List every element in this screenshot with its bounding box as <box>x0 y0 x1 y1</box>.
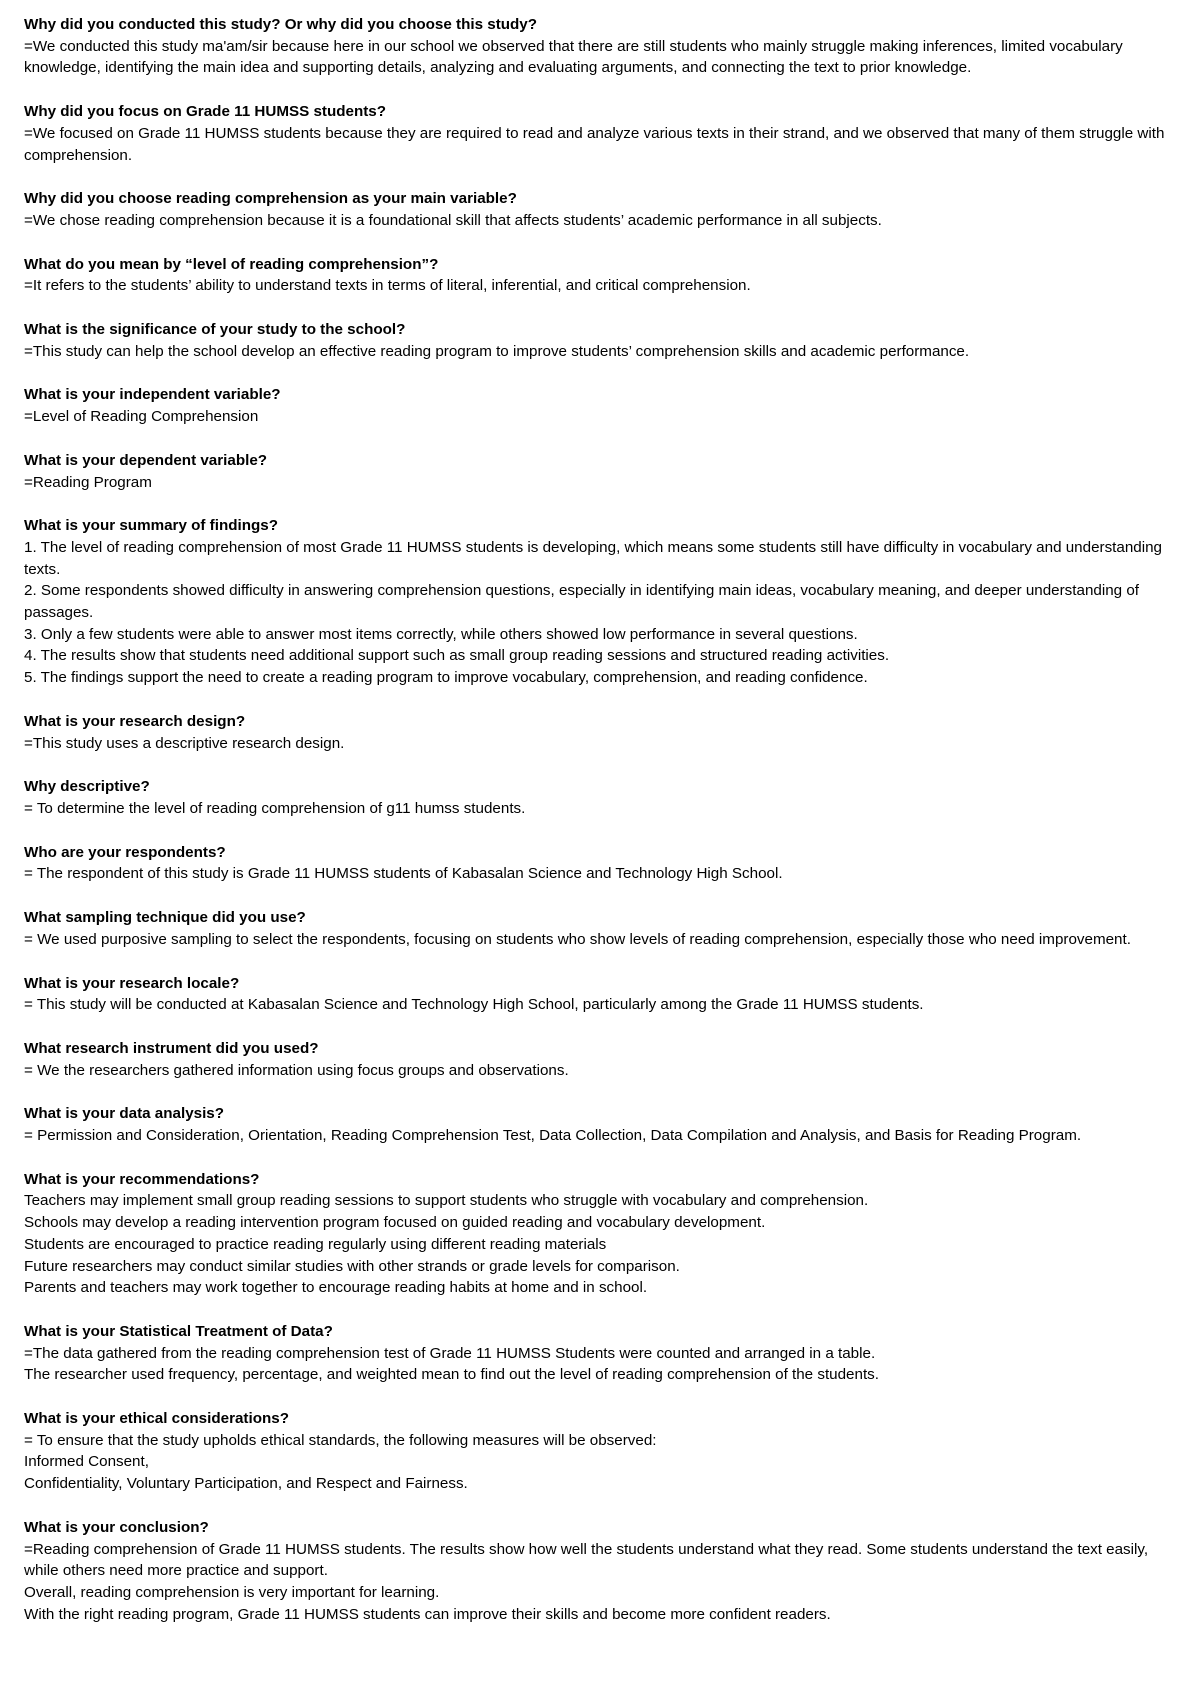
answer-line: = To determine the level of reading comprehension of g11 humss students. <box>24 799 526 817</box>
question-heading: Why did you focus on Grade 11 HUMSS students? <box>24 103 387 121</box>
qa-block <box>24 1517 1186 1626</box>
answer-line: = We the researchers gathered information using focus groups and observations. <box>24 1061 569 1079</box>
answer-line: 3. Only a few students were able to answer most items correctly, while others showed low performance in several questions. <box>24 625 858 643</box>
question-heading: Why did you conducted this study? Or why did you choose this study? <box>24 16 538 33</box>
answer-line: =We chose reading comprehension because it is a foundational skill that affects students’ academic performance in all subjects. <box>24 211 882 229</box>
qa-block <box>24 450 1186 493</box>
answer-line: Students are encouraged to practice reading regularly using different reading materials <box>24 1235 607 1253</box>
question-heading: What research instrument did you used? <box>24 1039 319 1057</box>
qa-block <box>24 907 1186 950</box>
qa-block <box>24 515 1186 689</box>
qa-block <box>24 1103 1186 1146</box>
answer-line: 1. The level of reading comprehension of most Grade 11 HUMSS students is developing, which means some students still have difficulty in vocabulary and understanding texts. <box>24 538 1163 578</box>
qa-block <box>24 1408 1186 1495</box>
qa-block <box>24 188 1186 231</box>
question-heading: What is your Statistical Treatment of Data? <box>24 1322 333 1340</box>
question-heading: What is your research locale? <box>24 974 240 992</box>
answer-line: =Level of Reading Comprehension <box>24 408 259 426</box>
answer-line: =Reading Program <box>24 473 152 491</box>
question-heading: What is your data analysis? <box>24 1105 225 1123</box>
answer-line: The researcher used frequency, percentage, and weighted mean to find out the level of reading comprehension of the students. <box>24 1366 879 1384</box>
qa-block <box>24 254 1186 297</box>
question-heading: What is your independent variable? <box>24 386 281 404</box>
qa-block <box>24 842 1186 885</box>
answer-line: Confidentiality, Voluntary Participation, and Respect and Fairness. <box>24 1475 468 1493</box>
answer-line: =The data gathered from the reading comprehension test of Grade 11 HUMSS Students were counted and arranged in a table. <box>24 1344 876 1362</box>
qa-block <box>24 776 1186 819</box>
answer-line: Schools may develop a reading intervention program focused on guided reading and vocabulary development. <box>24 1214 766 1232</box>
qa-block <box>24 973 1186 1016</box>
question-heading: What is your conclusion? <box>24 1518 209 1536</box>
question-heading: What is your research design? <box>24 712 246 730</box>
qa-block <box>24 319 1186 362</box>
qa-block <box>24 1321 1186 1386</box>
answer-line: With the right reading program, Grade 11 HUMSS students can improve their skills and become more confident readers. <box>24 1605 831 1623</box>
answer-line: Future researchers may conduct similar studies with other strands or grade levels for comparison. <box>24 1257 680 1275</box>
answer-line: = This study will be conducted at Kabasalan Science and Technology High School, particularly among the Grade 11 HUMSS students. <box>24 996 924 1014</box>
question-heading: What is the significance of your study to the school? <box>24 321 406 339</box>
question-heading: What sampling technique did you use? <box>24 909 306 927</box>
answer-line: 2. Some respondents showed difficulty in answering comprehension questions, especially in identifying main ideas, vocabulary meaning, and deeper understanding of passages. <box>24 582 1139 622</box>
answer-line: =We focused on Grade 11 HUMSS students because they are required to read and analyze various texts in their strand, and we observed that many of them struggle with comprehension. <box>24 124 1165 164</box>
qa-block <box>24 384 1186 427</box>
answer-line: = Permission and Consideration, Orientation, Reading Comprehension Test, Data Collection, Data Compilation and Analysis, and Basis for Reading Program. <box>24 1127 1082 1145</box>
answer-line: =This study uses a descriptive research design. <box>24 734 345 752</box>
answer-line: Parents and teachers may work together to encourage reading habits at home and in school. <box>24 1279 648 1297</box>
answer-line: Teachers may implement small group reading sessions to support students who struggle with vocabulary and comprehension. <box>24 1192 869 1210</box>
answer-line: Informed Consent, <box>24 1453 149 1471</box>
qa-block <box>24 1169 1186 1299</box>
answer-line: = We used purposive sampling to select the respondents, focusing on students who show levels of reading comprehension, especially those who need improvement. <box>24 930 1131 948</box>
question-heading: What is your summary of findings? <box>24 517 278 535</box>
question-heading: Why descriptive? <box>24 778 150 796</box>
answer-line: = The respondent of this study is Grade 11 HUMSS students of Kabasalan Science and Technology High School. <box>24 865 783 883</box>
qa-block <box>24 1038 1186 1081</box>
answer-line: =We conducted this study ma'am/sir because here in our school we observed that there are still students who mainly struggle making inferences, limited vocabulary knowledge, identifying the main idea and supporting details, analyzing and evaluating arguments, and connecting the text to prior knowledge. <box>24 37 1123 77</box>
answer-line: = To ensure that the study upholds ethical standards, the following measures will be observed: <box>24 1431 657 1449</box>
qa-block <box>24 711 1186 754</box>
answer-line: 5. The findings support the need to create a reading program to improve vocabulary, comprehension, and reading confidence. <box>24 669 868 687</box>
question-heading: Who are your respondents? <box>24 843 226 861</box>
answer-line: 4. The results show that students need additional support such as small group reading sessions and structured reading activities. <box>24 647 890 665</box>
qa-block <box>24 101 1186 166</box>
qa-block <box>24 14 1186 79</box>
question-heading: What do you mean by “level of reading comprehension”? <box>24 255 439 273</box>
answer-line: =This study can help the school develop an effective reading program to improve students’ comprehension skills and academic performance. <box>24 342 970 360</box>
question-heading: What is your recommendations? <box>24 1170 260 1188</box>
answer-line: =Reading comprehension of Grade 11 HUMSS students. The results show how well the students understand what they read. Some students understand the text easily, while others need more practice and support. <box>24 1540 1149 1580</box>
question-heading: What is your ethical considerations? <box>24 1410 289 1428</box>
answer-line: =It refers to the students’ ability to understand texts in terms of literal, inferential, and critical comprehension. <box>24 277 751 295</box>
question-heading: Why did you choose reading comprehension as your main variable? <box>24 190 517 208</box>
answer-line: Overall, reading comprehension is very important for learning. <box>24 1583 440 1601</box>
question-heading: What is your dependent variable? <box>24 451 268 469</box>
